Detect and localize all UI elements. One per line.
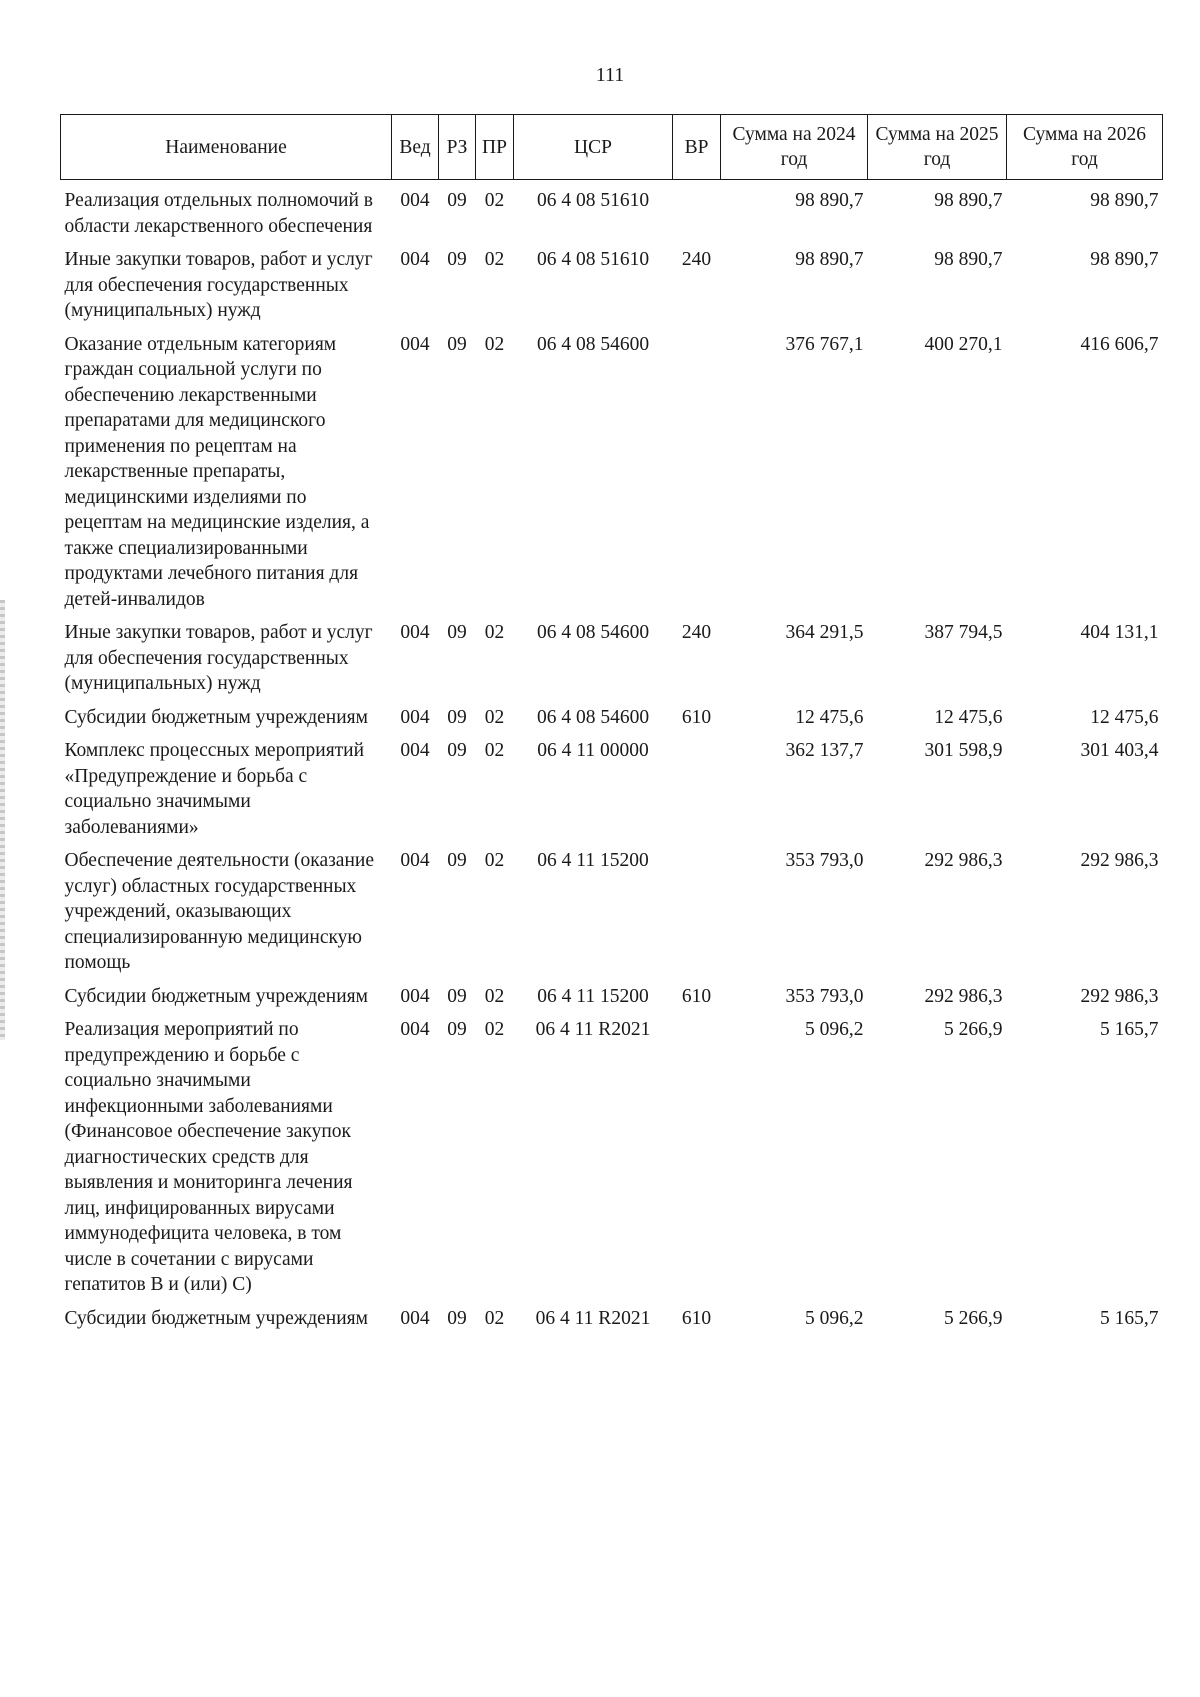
row-pr: 02 bbox=[484, 850, 505, 871]
row-dept: 004 bbox=[400, 740, 430, 761]
row-pr: 02 bbox=[484, 249, 505, 270]
row-name: Реализация мероприятий по предупреждению и борьбе с социально значимыми инфекционными заболеваниями (Финансовое обеспечение закупок диагностических средств для выявления и мониторинга лечения лиц, инфицированных вирусами иммунодефицита человека, в том числе в сочетании с вирусами гепатитов В и (или) С) bbox=[64, 1019, 353, 1295]
row-csr: 06 4 11 15200 bbox=[537, 850, 649, 871]
row-rz: 09 bbox=[447, 190, 467, 211]
row-dept: 004 bbox=[400, 1307, 430, 1329]
budget-table bbox=[60, 114, 1163, 1337]
row-rz: 09 bbox=[447, 706, 467, 728]
row-sum-2026: 5 165,7 bbox=[1100, 1019, 1159, 1040]
row-csr: 06 4 11 R2021 bbox=[535, 1307, 651, 1329]
row-name: Комплекс процессных мероприятий «Предупреждение и борьба с социально значимыми заболеваниями» bbox=[64, 740, 365, 838]
table-row bbox=[61, 697, 1163, 731]
row-name: Оказание отдельным категориям граждан социальной услуги по обеспечению лекарственными препаратами для медицинского применения по рецептам на лекарственные препараты, медицинскими изделиями по рецептам на медицинские изделия, а также специализированными продуктами лечебного питания для детей-инвалидов bbox=[64, 333, 370, 610]
row-rz: 09 bbox=[447, 333, 467, 355]
table-row bbox=[61, 976, 1163, 1010]
page-number: 111 bbox=[595, 64, 625, 86]
row-sum-2025: 5 266,9 bbox=[944, 1307, 1003, 1329]
row-vr: 240 bbox=[681, 622, 712, 643]
header-rz: РЗ bbox=[439, 115, 476, 180]
header-sum-2024: Сумма на 2024 год bbox=[721, 115, 868, 180]
row-sum-2024: 353 793,0 bbox=[785, 850, 864, 871]
row-dept: 004 bbox=[400, 706, 430, 728]
header-vr: ВР bbox=[673, 115, 721, 180]
row-rz: 09 bbox=[447, 1307, 467, 1329]
header-row bbox=[61, 115, 1163, 180]
row-dept: 004 bbox=[400, 850, 430, 871]
row-pr: 02 bbox=[484, 1019, 505, 1040]
row-csr: 06 4 11 15200 bbox=[537, 985, 649, 1007]
row-rz: 09 bbox=[447, 850, 467, 871]
row-sum-2024: 362 137,7 bbox=[785, 740, 864, 761]
row-sum-2026: 98 890,7 bbox=[1090, 249, 1159, 270]
table-row bbox=[61, 612, 1163, 697]
row-vr bbox=[673, 840, 721, 976]
row-dept: 004 bbox=[400, 190, 430, 211]
row-pr: 02 bbox=[484, 190, 505, 211]
row-csr: 06 4 08 54600 bbox=[536, 333, 650, 355]
table-row bbox=[61, 1009, 1163, 1298]
row-dept: 004 bbox=[400, 1019, 430, 1040]
row-sum-2026: 98 890,7 bbox=[1090, 190, 1159, 211]
row-pr: 02 bbox=[484, 740, 505, 761]
row-sum-2025: 400 270,1 bbox=[924, 333, 1003, 355]
row-vr: 610 bbox=[681, 985, 712, 1007]
header-sum-2025: Сумма на 2025 год bbox=[868, 115, 1007, 180]
header-pr: ПР bbox=[476, 115, 514, 180]
row-rz: 09 bbox=[447, 985, 467, 1007]
row-dept: 004 bbox=[400, 333, 430, 355]
scan-edge-artifact bbox=[0, 600, 5, 1040]
row-sum-2026: 5 165,7 bbox=[1100, 1307, 1159, 1329]
row-sum-2025: 292 986,3 bbox=[924, 850, 1003, 871]
row-sum-2024: 5 096,2 bbox=[805, 1307, 864, 1329]
table-row bbox=[61, 1298, 1163, 1338]
row-name: Обеспечение деятельности (оказание услуг) областных государственных учреждений, оказывающих специализированную медицинскую помощь bbox=[64, 850, 374, 973]
row-csr: 06 4 08 51610 bbox=[536, 190, 650, 211]
row-vr: 240 bbox=[681, 249, 712, 270]
row-csr: 06 4 08 54600 bbox=[536, 706, 650, 728]
row-rz: 09 bbox=[447, 740, 467, 761]
row-sum-2025: 5 266,9 bbox=[944, 1019, 1003, 1040]
table-row bbox=[61, 180, 1163, 240]
row-vr: 610 bbox=[681, 1307, 712, 1329]
row-rz: 09 bbox=[447, 249, 467, 270]
row-name: Субсидии бюджетным учреждениям bbox=[64, 706, 368, 728]
table-row bbox=[61, 840, 1163, 976]
row-sum-2025: 301 598,9 bbox=[924, 740, 1003, 761]
row-pr: 02 bbox=[484, 1307, 505, 1329]
row-rz: 09 bbox=[447, 622, 467, 643]
row-sum-2024: 376 767,1 bbox=[785, 333, 864, 355]
row-dept: 004 bbox=[400, 249, 430, 270]
row-sum-2025: 98 890,7 bbox=[934, 190, 1003, 211]
row-sum-2024: 98 890,7 bbox=[795, 249, 864, 270]
row-name: Иные закупки товаров, работ и услуг для обеспечения государственных (муниципальных) нужд bbox=[64, 622, 373, 694]
table-row bbox=[61, 239, 1163, 324]
row-pr: 02 bbox=[484, 985, 505, 1007]
row-sum-2026: 404 131,1 bbox=[1080, 622, 1159, 643]
row-vr bbox=[673, 730, 721, 840]
row-sum-2026: 292 986,3 bbox=[1080, 985, 1159, 1007]
table-body bbox=[61, 180, 1163, 1338]
row-name: Иные закупки товаров, работ и услуг для обеспечения государственных (муниципальных) нужд bbox=[64, 249, 373, 321]
header-csr: ЦСР bbox=[514, 115, 673, 180]
row-vr: 610 bbox=[681, 706, 712, 728]
row-rz: 09 bbox=[447, 1019, 467, 1040]
row-sum-2024: 5 096,2 bbox=[805, 1019, 864, 1040]
row-name: Реализация отдельных полномочий в области лекарственного обеспечения bbox=[64, 190, 373, 237]
table-row bbox=[61, 730, 1163, 840]
table-header bbox=[61, 115, 1163, 180]
row-sum-2024: 364 291,5 bbox=[785, 622, 864, 643]
row-vr bbox=[673, 1009, 721, 1298]
row-sum-2026: 301 403,4 bbox=[1080, 740, 1159, 761]
table-row bbox=[61, 324, 1163, 613]
header-name: Наименование bbox=[61, 115, 392, 180]
row-sum-2025: 292 986,3 bbox=[924, 985, 1003, 1007]
row-pr: 02 bbox=[484, 706, 505, 728]
row-sum-2025: 12 475,6 bbox=[934, 706, 1003, 728]
header-dept: Вед bbox=[392, 115, 439, 180]
row-pr: 02 bbox=[484, 333, 505, 355]
row-csr: 06 4 08 54600 bbox=[536, 622, 650, 643]
row-sum-2025: 98 890,7 bbox=[934, 249, 1003, 270]
row-name: Субсидии бюджетным учреждениям bbox=[64, 1307, 368, 1329]
row-sum-2024: 353 793,0 bbox=[785, 985, 864, 1007]
row-vr bbox=[673, 324, 721, 613]
row-sum-2025: 387 794,5 bbox=[924, 622, 1003, 643]
row-name: Субсидии бюджетным учреждениям bbox=[64, 985, 368, 1007]
row-csr: 06 4 08 51610 bbox=[536, 249, 650, 270]
row-dept: 004 bbox=[400, 985, 430, 1007]
row-sum-2026: 416 606,7 bbox=[1080, 333, 1159, 355]
row-vr bbox=[673, 180, 721, 240]
row-sum-2024: 12 475,6 bbox=[795, 706, 864, 728]
row-sum-2026: 292 986,3 bbox=[1080, 850, 1159, 871]
row-csr: 06 4 11 00000 bbox=[537, 740, 649, 761]
row-csr: 06 4 11 R2021 bbox=[535, 1019, 651, 1040]
row-sum-2024: 98 890,7 bbox=[795, 190, 864, 211]
row-pr: 02 bbox=[484, 622, 505, 643]
row-dept: 004 bbox=[400, 622, 430, 643]
row-sum-2026: 12 475,6 bbox=[1090, 706, 1159, 728]
header-sum-2026: Сумма на 2026 год bbox=[1007, 115, 1163, 180]
